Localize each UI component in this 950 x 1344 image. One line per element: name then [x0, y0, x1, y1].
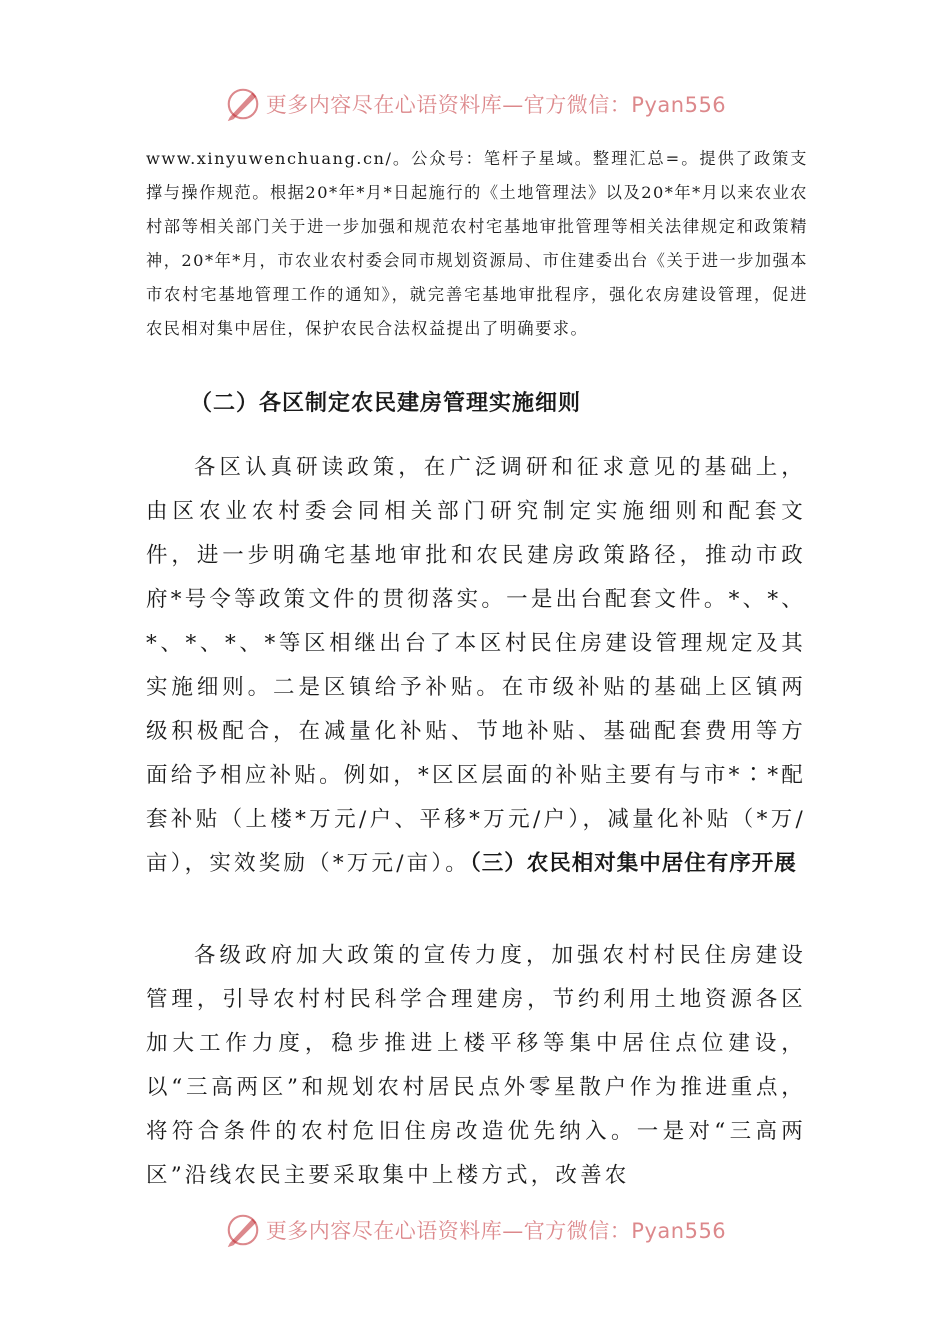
section-3-paragraph: 各级政府加大政策的宣传力度，加强农村村民住房建设管理，引导农村村民科学合理建房，节约利用土地资源各区加大工作力度，稳步推进上楼平移等集中居住点位建设，以“三高两区”和规划农村居民点外零星散户作为推进重点，将符合条件的农村危旧住房改造优先纳入。一是对“三高两区”沿线农民主要采取集中上楼方式，改善农 [146, 943, 806, 1188]
section-2-body: 各区认真研读政策，在广泛调研和征求意见的基础上，由区农业农村委会同相关部门研究制定实施细则和配套文件，进一步明确宅基地审批和农民建房政策路径，推动市政府*号令等政策文件的贯彻落实。一是出台配套文件。*、*、*、*、*、*等区相继出台了本区村民住房建设管理规定及其实施细则。二是区镇给予补贴。在市级补贴的基础上区镇两级积极配合，在减量化补贴、节地补贴、基础配套费用等方面给予相应补贴。例如，*区区层面的补贴主要有与市*∶*配套补贴（上楼*万元/户、平移*万元/户），减量化补贴（*万/亩），实效奖励（*万元/亩）。 [146, 455, 806, 876]
section-3-heading: （三）农民相对集中居住有序开展 [470, 851, 797, 876]
watermark-text: 更多内容尽在心语资料库—官方微信：Pyan556 [265, 93, 727, 117]
pen-logo-icon [224, 1211, 262, 1249]
section-2-heading: （二）各区制定农民建房管理实施细则 [190, 391, 582, 416]
watermark-text: 更多内容尽在心语资料库—官方微信：Pyan556 [265, 1219, 727, 1243]
section-2-paragraph [146, 446, 806, 886]
pen-logo-icon [224, 85, 262, 123]
intro-paragraph: www.xinyuwenchuang.cn/。公众号：笔杆子星域。整理汇总=。提供了政策支撑与操作规范。根据20*年*月*日起施行的《土地管理法》以及20*年*月以来农业农村部等相关部门关于进一步加强和规范农村宅基地审批管理等相关法律规定和政策精神，20*年*月，市农业农村委会同市规划资源局、市住建委出台《关于进一步加强本市农村宅基地管理工作的通知》，就完善宅基地审批程序，强化农房建设管理，促进农民相对集中居住，保护农民合法权益提出了明确要求。 [146, 149, 808, 338]
watermark-banner-bottom [0, 1208, 950, 1252]
watermark-banner-top [0, 82, 950, 126]
